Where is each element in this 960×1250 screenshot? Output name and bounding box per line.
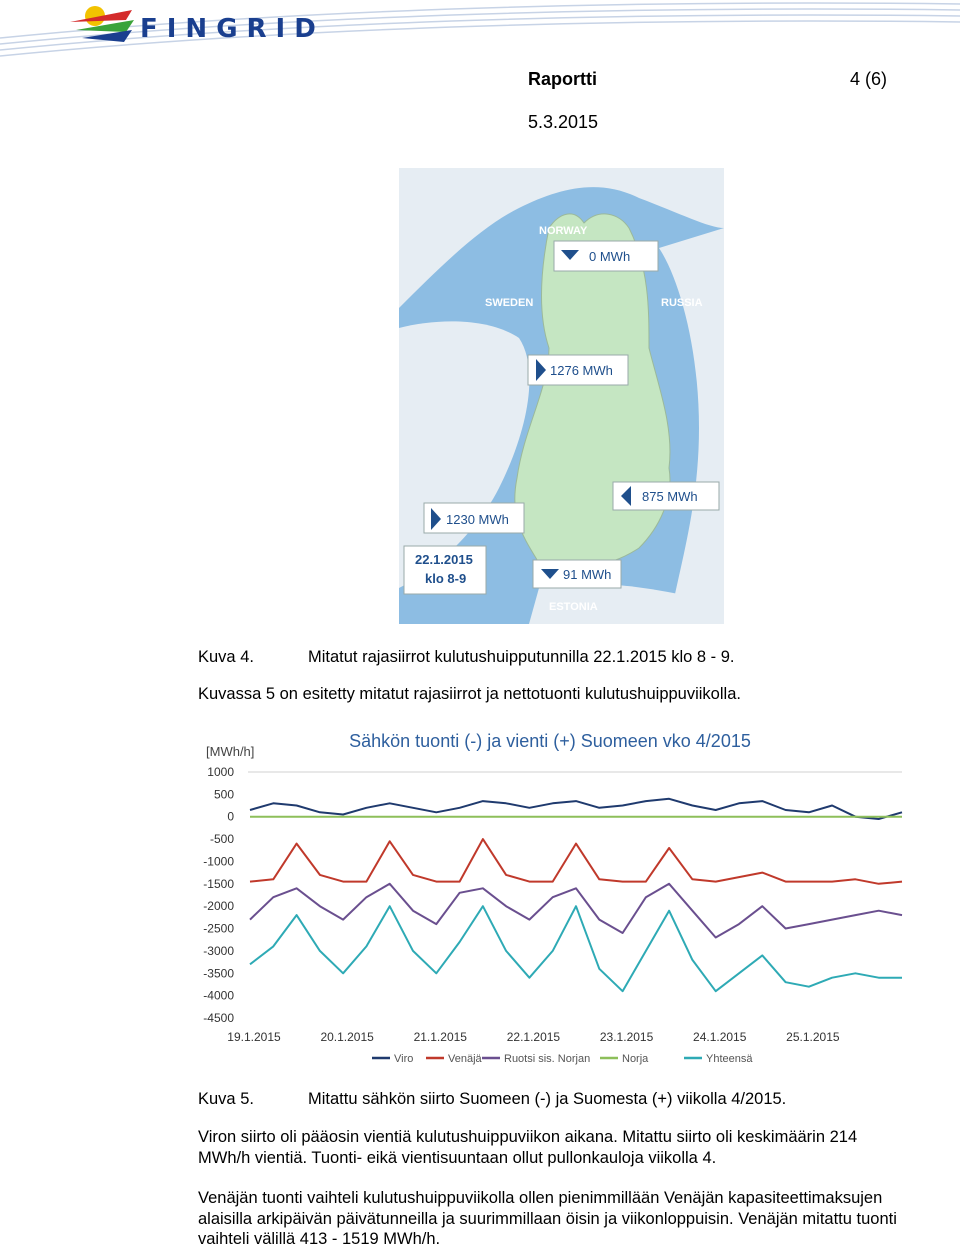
chart-legend — [372, 1053, 753, 1065]
flow-value-sweden-south: 1230 MWh — [446, 512, 509, 527]
legend-item — [372, 1053, 413, 1065]
flow-box-sweden-south — [424, 503, 524, 533]
x-axis-ticks — [227, 1030, 840, 1044]
norway-label: NORWAY — [539, 225, 588, 237]
y-tick-label: -2000 — [203, 899, 234, 914]
x-tick-label: 25.1.2015 — [786, 1030, 840, 1044]
y-tick-label: -3500 — [203, 966, 234, 981]
y-tick-label: 0 — [227, 809, 234, 824]
x-tick-label: 21.1.2015 — [413, 1030, 467, 1044]
flow-value-norway: 0 MWh — [589, 249, 631, 264]
figure-5-label: Kuva 5. — [198, 1090, 254, 1108]
legend-label: Yhteensä — [706, 1053, 753, 1065]
legend-item — [684, 1053, 753, 1065]
y-tick-label: -3000 — [203, 943, 234, 958]
x-tick-label: 20.1.2015 — [320, 1030, 374, 1044]
flow-value-russia: 875 MWh — [642, 489, 698, 504]
series-line — [250, 884, 902, 938]
intro-sentence: Kuvassa 5 on esitetty mitatut rajasiirrot ja nettotuonti kulutushuippuviikolla. — [198, 685, 741, 703]
y-tick-label: 500 — [213, 787, 234, 802]
flow-box-norway — [554, 241, 658, 271]
y-axis-label: [MWh/h] — [206, 744, 255, 759]
flow-value-estonia: 91 MWh — [563, 567, 612, 582]
legend-label: Norja — [622, 1053, 649, 1065]
logo-text: FINGRID — [140, 14, 325, 44]
x-tick-label: 22.1.2015 — [506, 1030, 561, 1044]
report-date: 5.3.2015 — [528, 112, 599, 132]
legend-label: Ruotsi sis. Norjan — [504, 1053, 591, 1065]
y-tick-label: 1000 — [207, 765, 234, 779]
flow-box-estonia — [533, 560, 621, 588]
report-title: Raportti — [528, 69, 597, 89]
y-tick-label: -4500 — [203, 1011, 234, 1025]
y-axis-ticks — [203, 765, 234, 1025]
y-tick-label: -2500 — [203, 921, 234, 936]
y-tick-label: -1500 — [203, 876, 234, 891]
chart-series — [250, 799, 902, 991]
chart-title: Sähkön tuonti (-) ja vienti (+) Suomeen vko 4/2015 — [349, 731, 751, 751]
map-date: 22.1.2015 — [415, 552, 473, 567]
y-tick-label: -500 — [209, 832, 234, 847]
legend-label: Viro — [394, 1053, 414, 1065]
series-line — [250, 839, 902, 884]
legend-item — [600, 1053, 649, 1065]
x-tick-label: 23.1.2015 — [599, 1030, 654, 1044]
datetime-box — [404, 546, 486, 594]
x-tick-label: 24.1.2015 — [693, 1030, 747, 1044]
flow-chart — [190, 726, 910, 1066]
figure-4-text: Mitatut rajasiirrot kulutushuipputunnilla 22.1.2015 klo 8 - 9. — [308, 648, 735, 666]
page-number: 4 (6) — [850, 69, 888, 89]
series-line — [250, 906, 902, 991]
x-tick-label: 19.1.2015 — [227, 1030, 281, 1044]
flow-box-sweden-north — [528, 355, 628, 385]
paragraph-viro: Viron siirto oli pääosin vientiä kulutushuippuviikon aikana. Mitattu siirto oli keskimäärin 214 MWh/h vientiä. Tuonti- eikä vientisuuntaan ollut pullonkauloja viikolla 4. — [198, 1128, 858, 1167]
legend-item — [482, 1053, 590, 1065]
flow-box-russia — [613, 482, 719, 510]
sweden-label: SWEDEN — [485, 297, 534, 309]
map-time: klo 8-9 — [425, 571, 467, 586]
figure-4-label: Kuva 4. — [198, 648, 254, 666]
y-tick-label: -1000 — [203, 854, 234, 869]
estonia-label: ESTONIA — [549, 601, 598, 613]
russia-label: RUSSIA — [661, 297, 703, 309]
paragraph-venaja: Venäjän tuonti vaihteli kulutushuippuviikolla ollen pienimmillään Venäjän kapasiteettimaksujen alaisilla arkipäivän päivätunneilla ja suurimmillaan öisin ja viikonloppuisin. Venäjän mitattu tuonti vaihteli välillä 413 - 1519 MWh/h. — [198, 1189, 897, 1248]
figure-5-text: Mitattu sähkön siirto Suomeen (-) ja Suomesta (+) viikolla 4/2015. — [308, 1090, 787, 1108]
flow-value-sweden-north: 1276 MWh — [550, 363, 613, 378]
y-tick-label: -4000 — [203, 988, 234, 1003]
legend-item — [426, 1053, 483, 1065]
border-flow-map — [399, 168, 724, 624]
legend-label: Venäjä — [448, 1053, 482, 1065]
